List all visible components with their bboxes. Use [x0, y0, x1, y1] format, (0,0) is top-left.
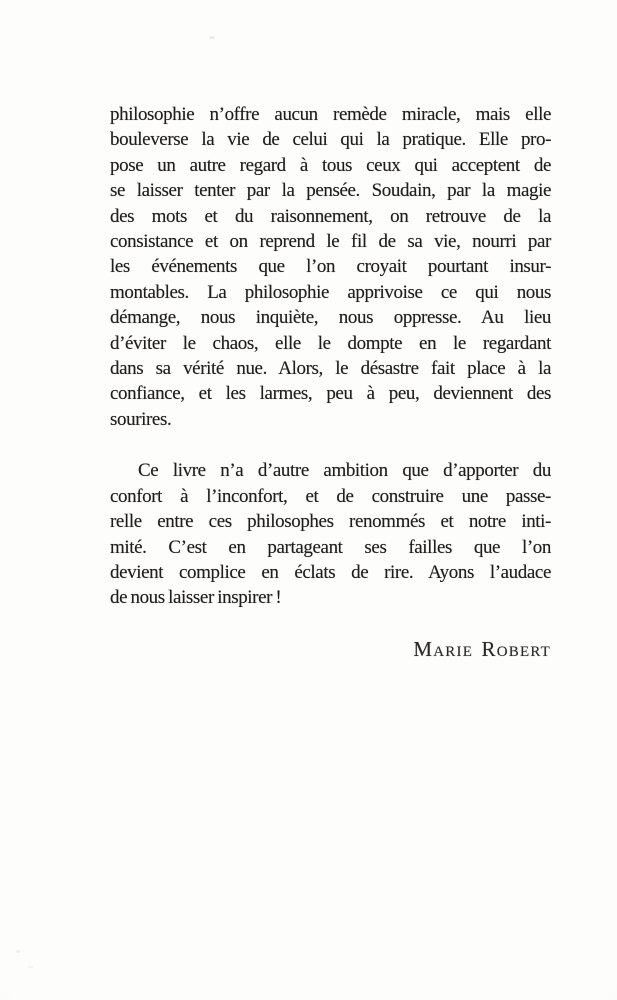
text-line: bouleverse la vie de celui qui la pratique. Elle pro- — [110, 129, 551, 151]
text-line: sourires. — [110, 408, 172, 430]
scan-speck — [209, 36, 215, 39]
text-line: Ce livre n’a d’autre ambition que d’apporter du — [138, 460, 551, 482]
paragraph-continuation — [110, 102, 551, 432]
text-line: confort à l’inconfort, et de construire une passe- — [110, 485, 551, 507]
scan-speck — [16, 950, 20, 953]
text-line: d’éviter le chaos, elle le dompte en le regardant — [110, 332, 551, 354]
text-line: philosophie n’offre aucun remède miracle, mais elle — [110, 104, 551, 125]
scan-speck — [28, 966, 33, 968]
text-line: devient complice en éclats de rire. Ayons l’audace — [110, 561, 551, 583]
text-line: des mots et du raisonnement, on retrouve de la — [110, 205, 551, 227]
text-line: relle entre ces philosophes renommés et notre inti- — [110, 511, 551, 533]
paragraph-closing — [110, 458, 551, 610]
text-line: se laisser tenter par la pensée. Soudain, par la magie — [110, 180, 551, 202]
text-line: mité. C’est en partageant ses failles que l’on — [110, 536, 551, 558]
author-signature: Marie Robert — [413, 636, 551, 661]
text-line: montables. La philosophie apprivoise ce qui nous — [110, 281, 551, 303]
page-text-block — [110, 102, 551, 662]
text-line: de nous laisser inspirer ! — [110, 587, 282, 609]
text-line: pose un autre regard à tous ceux qui acceptent de — [110, 154, 551, 176]
text-line: dans sa vérité nue. Alors, le désastre fait place à la — [110, 358, 551, 380]
text-line: les événements que l’on croyait pourtant insur- — [110, 256, 551, 278]
text-line: confiance, et les larmes, peu à peu, deviennent des — [110, 383, 551, 405]
text-line: consistance et on reprend le fil de sa vie, nourri par — [110, 231, 551, 253]
text-line: démange, nous inquiète, nous oppresse. Au lieu — [110, 307, 551, 329]
